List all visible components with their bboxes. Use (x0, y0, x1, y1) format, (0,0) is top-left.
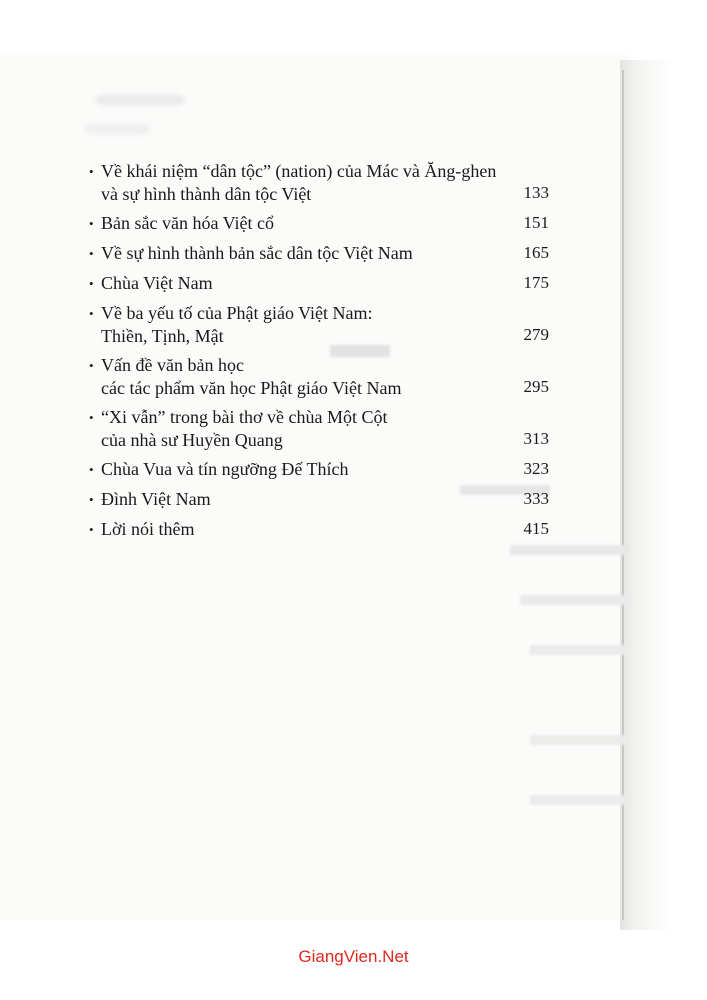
toc-entry-title: Về ba yếu tố của Phật giáo Việt Nam: (101, 303, 373, 323)
toc-page-number: 151 (523, 213, 549, 232)
toc-entry-title: “Xi vẫn” trong bài thơ về chùa Một Cột (101, 407, 388, 427)
toc-page-number: 279 (523, 325, 549, 344)
toc-entry (89, 406, 559, 450)
bleed-through-mark (530, 735, 630, 745)
toc-entry-title: Đình Việt Nam (101, 489, 211, 509)
toc-entry-title: Về khái niệm “dân tộc” (nation) của Mác và Ăng-ghen (101, 161, 497, 181)
toc-entry (89, 518, 559, 540)
page-edge-shadow (620, 60, 707, 930)
page-edge-line (622, 70, 624, 920)
toc-page-number: 175 (523, 273, 549, 292)
toc-page-number: 313 (523, 429, 549, 448)
toc-page-number: 165 (523, 243, 549, 262)
toc-entry-title: Bản sắc văn hóa Việt cổ (101, 213, 275, 233)
toc-entry (89, 302, 559, 346)
toc-page-number: 333 (523, 489, 549, 508)
bullet-icon: • (89, 246, 94, 261)
bleed-through-smudge (95, 95, 185, 105)
toc-page-number: 133 (523, 183, 549, 202)
bullet-icon: • (89, 462, 94, 477)
bullet-icon: • (89, 522, 94, 537)
toc-entry (89, 160, 559, 204)
toc-entry (89, 488, 559, 510)
toc-page-number: 415 (523, 519, 549, 538)
toc-entry-title: Vấn đề văn bản học (101, 355, 244, 375)
bleed-through-smudge (85, 125, 150, 133)
toc-entry-title: Chùa Vua và tín ngưỡng Đế Thích (101, 459, 349, 479)
toc-entry (89, 458, 559, 480)
toc-entry-title-cont: các tác phẩm văn học Phật giáo Việt Nam (101, 378, 402, 398)
toc-entry-title-cont: của nhà sư Huyền Quang (101, 430, 283, 450)
bleed-through-mark (510, 545, 630, 555)
toc-page-number: 295 (523, 377, 549, 396)
bleed-through-mark (530, 795, 630, 805)
bullet-icon: • (89, 216, 94, 231)
toc-entry-title: Lời nói thêm (101, 519, 195, 539)
toc-entry (89, 212, 559, 234)
toc-page-number: 323 (523, 459, 549, 478)
toc-entry (89, 272, 559, 294)
toc-entry (89, 242, 559, 264)
table-of-contents (89, 160, 559, 540)
bullet-icon: • (89, 164, 94, 179)
bullet-icon: • (89, 358, 94, 373)
bullet-icon: • (89, 276, 94, 291)
toc-entry (89, 354, 559, 398)
bullet-icon: • (89, 306, 94, 321)
toc-entry-title-cont: Thiền, Tịnh, Mật (101, 326, 224, 346)
bleed-through-mark (530, 645, 630, 655)
toc-entry-title: Về sự hình thành bản sắc dân tộc Việt Nam (101, 243, 413, 263)
toc-entry-title: Chùa Việt Nam (101, 273, 213, 293)
bleed-through-mark (520, 595, 630, 605)
watermark-link[interactable]: GiangVien.Net (298, 947, 409, 966)
toc-entry-title-cont: và sự hình thành dân tộc Việt (101, 184, 312, 204)
bullet-icon: • (89, 492, 94, 507)
bullet-icon: • (89, 410, 94, 425)
